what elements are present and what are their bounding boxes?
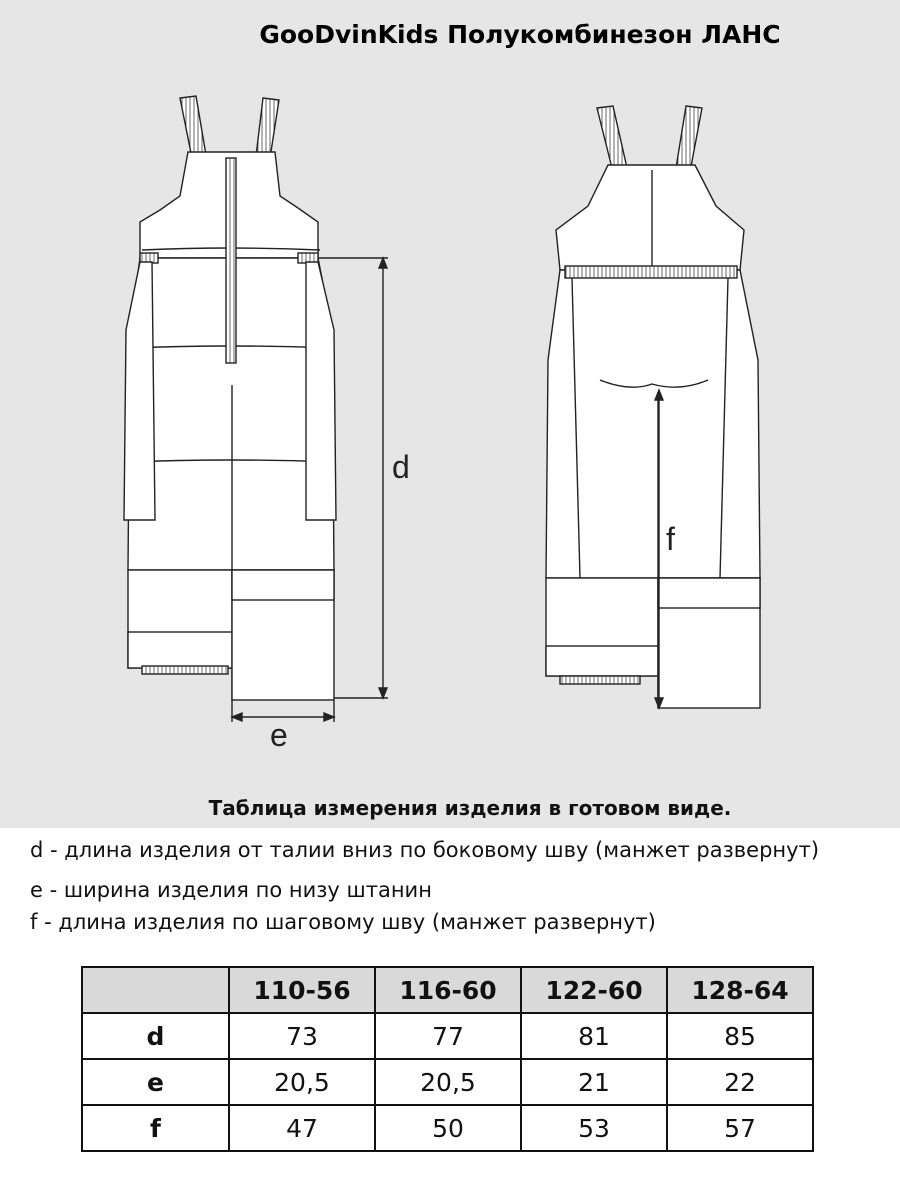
back-view	[546, 106, 760, 708]
table-row-label: d	[82, 1013, 229, 1059]
table-cell: 53	[521, 1105, 667, 1151]
table-corner-cell	[82, 967, 229, 1013]
table-row-label: f	[82, 1105, 229, 1151]
size-table	[81, 966, 814, 1152]
legend-d: d - длина изделия от талии вниз по боковому шву (манжет развернут)	[30, 838, 820, 862]
table-row	[82, 1105, 813, 1151]
table-column-header: 128-64	[667, 967, 813, 1013]
dimension-e-label: e	[270, 717, 288, 753]
back-left-strap	[597, 106, 627, 172]
back-bib	[556, 165, 744, 270]
legend-e: e - ширина изделия по низу штанин	[30, 878, 432, 902]
table-cell: 73	[229, 1013, 375, 1059]
table-row	[82, 1013, 813, 1059]
table-column-header: 122-60	[521, 967, 667, 1013]
table-cell: 85	[667, 1013, 813, 1059]
table-row	[82, 1059, 813, 1105]
table-column-header: 110-56	[229, 967, 375, 1013]
table-cell: 20,5	[375, 1059, 521, 1105]
dimension-d-label: d	[392, 449, 410, 485]
front-right-strap	[256, 98, 279, 158]
front-view	[124, 96, 336, 700]
dimension-f-label: f	[666, 521, 675, 557]
back-right-strap	[676, 106, 702, 172]
front-left-strap	[180, 96, 206, 158]
table-cell: 20,5	[229, 1059, 375, 1105]
table-cell: 77	[375, 1013, 521, 1059]
front-zipper	[226, 158, 236, 363]
table-header-row	[82, 967, 813, 1013]
table-title: Таблица измерения изделия в готовом виде.	[208, 796, 732, 820]
table-column-header: 116-60	[375, 967, 521, 1013]
table-cell: 22	[667, 1059, 813, 1105]
table-row-label: e	[82, 1059, 229, 1105]
page-title: GooDvinKids Полукомбинезон ЛАНС	[259, 20, 781, 49]
table-cell: 81	[521, 1013, 667, 1059]
table-cell: 50	[375, 1105, 521, 1151]
table-cell: 57	[667, 1105, 813, 1151]
legend-f: f - длина изделия по шаговому шву (манжет развернут)	[30, 910, 656, 934]
table-cell: 47	[229, 1105, 375, 1151]
back-waist-rib	[565, 266, 737, 278]
table-cell: 21	[521, 1059, 667, 1105]
